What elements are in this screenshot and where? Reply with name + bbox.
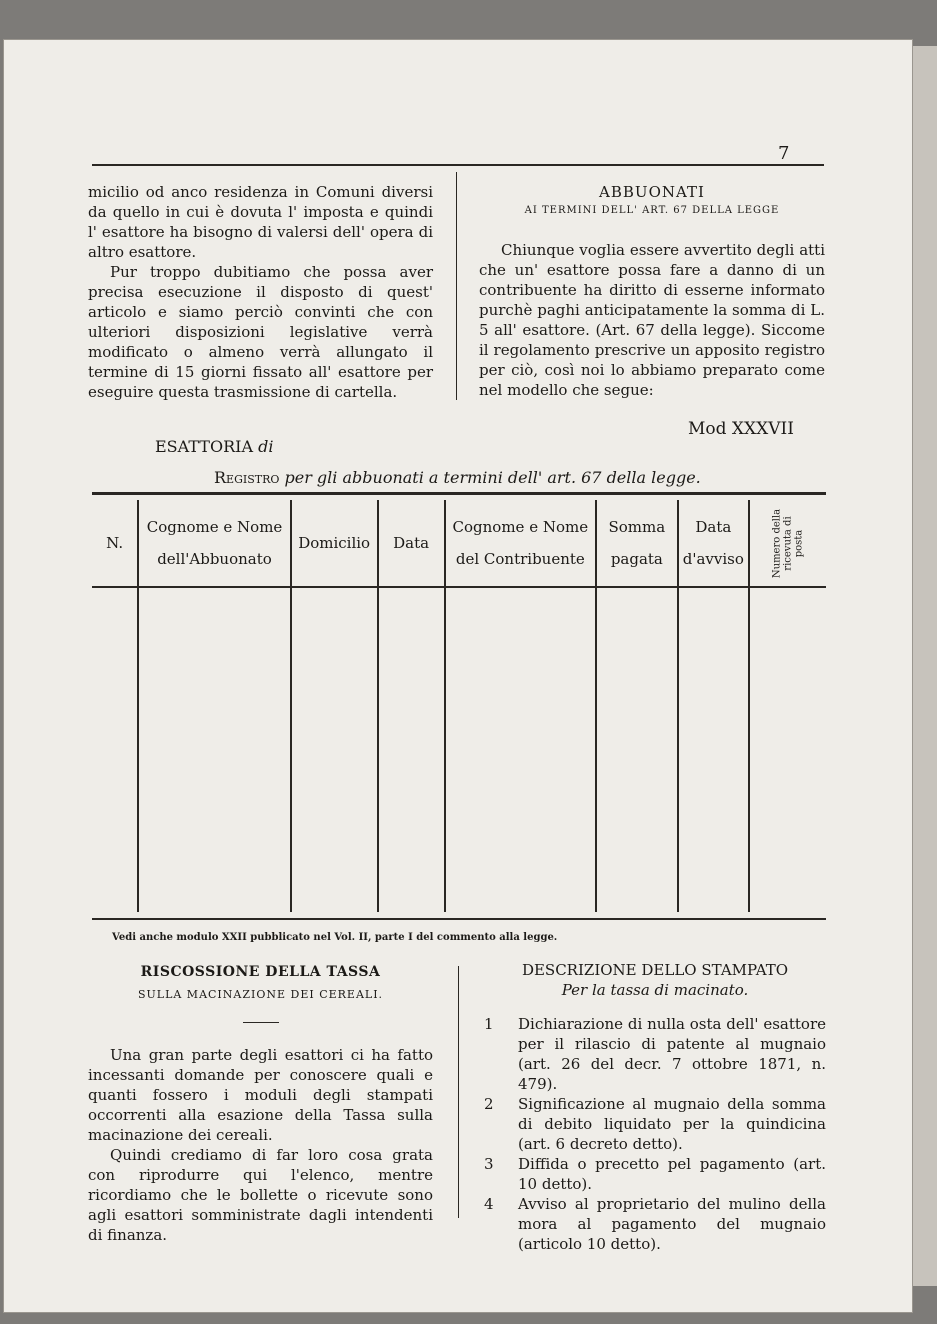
table-cell — [445, 587, 596, 912]
registro-label: Registro — [214, 468, 280, 487]
stampato-list — [484, 1014, 826, 1254]
col-header-numero-ricevuta: Numero della ricevuta di posta — [749, 500, 826, 587]
descrizione-subtitle: Per la tassa di macinato. — [561, 981, 749, 999]
table-cell — [596, 587, 678, 912]
right-top-column — [479, 182, 825, 400]
column-separator-top — [456, 172, 457, 400]
registro-line — [214, 468, 814, 488]
register-table — [92, 500, 826, 912]
right-bottom-column — [484, 960, 826, 1254]
table-cell — [378, 587, 445, 912]
left-top-paragraph-2: Pur troppo dubitiamo che possa aver precisa esecuzione il disposto di quest' articolo e siamo perciò convinti che con ulteriori disposizioni legislative verrà modificato o almeno verrà allungato il termine di 15 giorni fissato all' esattore per eseguire questa trasmissione di cartella. — [88, 263, 433, 401]
table-row — [92, 587, 826, 912]
col-header-data: Data — [378, 500, 445, 587]
table-cell — [678, 587, 749, 912]
form-footnote: Vedi anche modulo XXII pubblicato nel Vol. II, parte I del commento alla legge. — [112, 932, 558, 943]
table-bottom-rule — [92, 918, 826, 920]
short-divider — [243, 1022, 279, 1023]
list-item: 4 Avviso al proprietario del mulino della mora al pagamento del mugnaio (articolo 10 detto). — [484, 1195, 826, 1253]
model-number: Mod XXXVII — [688, 419, 794, 439]
esattoria-label: ESATTORIA — [155, 437, 253, 456]
riscossione-subtitle: SULLA MACINAZIONE DEI CEREALI. — [137, 988, 384, 1001]
col-header-somma: Somma pagata — [596, 500, 678, 587]
table-cell — [138, 587, 291, 912]
left-top-column — [88, 182, 433, 402]
riscossione-paragraph-2: Quindi crediamo di far loro cosa grata con riprodurre qui l'elenco, mentre ricordiamo che le bollette o ricevute sono agli esattori somministrate dagli intendenti di finanza. — [88, 1146, 433, 1244]
table-top-rule — [92, 492, 826, 495]
left-top-paragraph-1: micilio od anco residenza in Comuni diversi da quello in cui è dovuta l' imposta e quindi l' esattore ha bisogno di valersi dell' opera di altro esattore. — [88, 183, 433, 261]
list-item: 2 Significazione al mugnaio della somma di debito liquidato per la quindicina (art. 6 decreto detto). — [484, 1095, 826, 1153]
list-item: 3 Diffida o precetto pel pagamento (art. 10 detto). — [484, 1155, 826, 1193]
riscossione-paragraph-1: Una gran parte degli esattori ci ha fatto incessanti domande per conoscere quali e quanti fossero i moduli degli stampati occorrenti alla esazione della Tassa sulla macinazione dei cereali. — [88, 1046, 433, 1144]
page-number: 7 — [778, 143, 790, 164]
table-cell — [291, 587, 378, 912]
col-header-n: N. — [92, 500, 138, 587]
table-cell — [749, 587, 826, 912]
left-bottom-column — [88, 962, 433, 1245]
esattoria-line — [155, 437, 273, 457]
riscossione-title: RISCOSSIONE DELLA TASSA — [140, 964, 381, 980]
descrizione-title: DESCRIZIONE DELLO STAMPATO — [521, 961, 789, 979]
registro-text: per gli abbuonati a termini dell' art. 67 della legge. — [284, 468, 701, 487]
table-cell — [92, 587, 138, 912]
col-header-data-avviso: Data d'avviso — [678, 500, 749, 587]
col-header-domicilio: Domicilio — [291, 500, 378, 587]
table-header-row — [92, 500, 826, 587]
esattoria-di: di — [258, 437, 274, 456]
abbuonati-subtitle: AI TERMINI DELL' ART. 67 DELLA LEGGE — [524, 205, 780, 216]
abbuonati-paragraph: Chiunque voglia essere avvertito degli atti che un' esattore possa fare a danno di un contribuente ha diritto di esserne informato purchè paghi anticipatamente la somma di L. 5 all' esattore. (Art. 67 della legge). Siccome il regolamento prescrive un apposito registro per ciò, così noi lo abbiamo preparato come nel modello che segue: — [479, 241, 825, 399]
column-separator-bottom — [458, 966, 459, 1218]
abbuonati-title: ABBUONATI — [599, 183, 705, 201]
header-rule — [92, 164, 824, 166]
col-header-contribuente: Cognome e Nome del Contribuente — [445, 500, 596, 587]
list-item: 1 Dichiarazione di nulla osta dell' esattore per il rilascio di patente al mugnaio (art. 26 del decr. 7 ottobre 1871, n. 479). — [484, 1015, 826, 1093]
col-header-abbuonato: Cognome e Nome dell'Abbuonato — [138, 500, 291, 587]
